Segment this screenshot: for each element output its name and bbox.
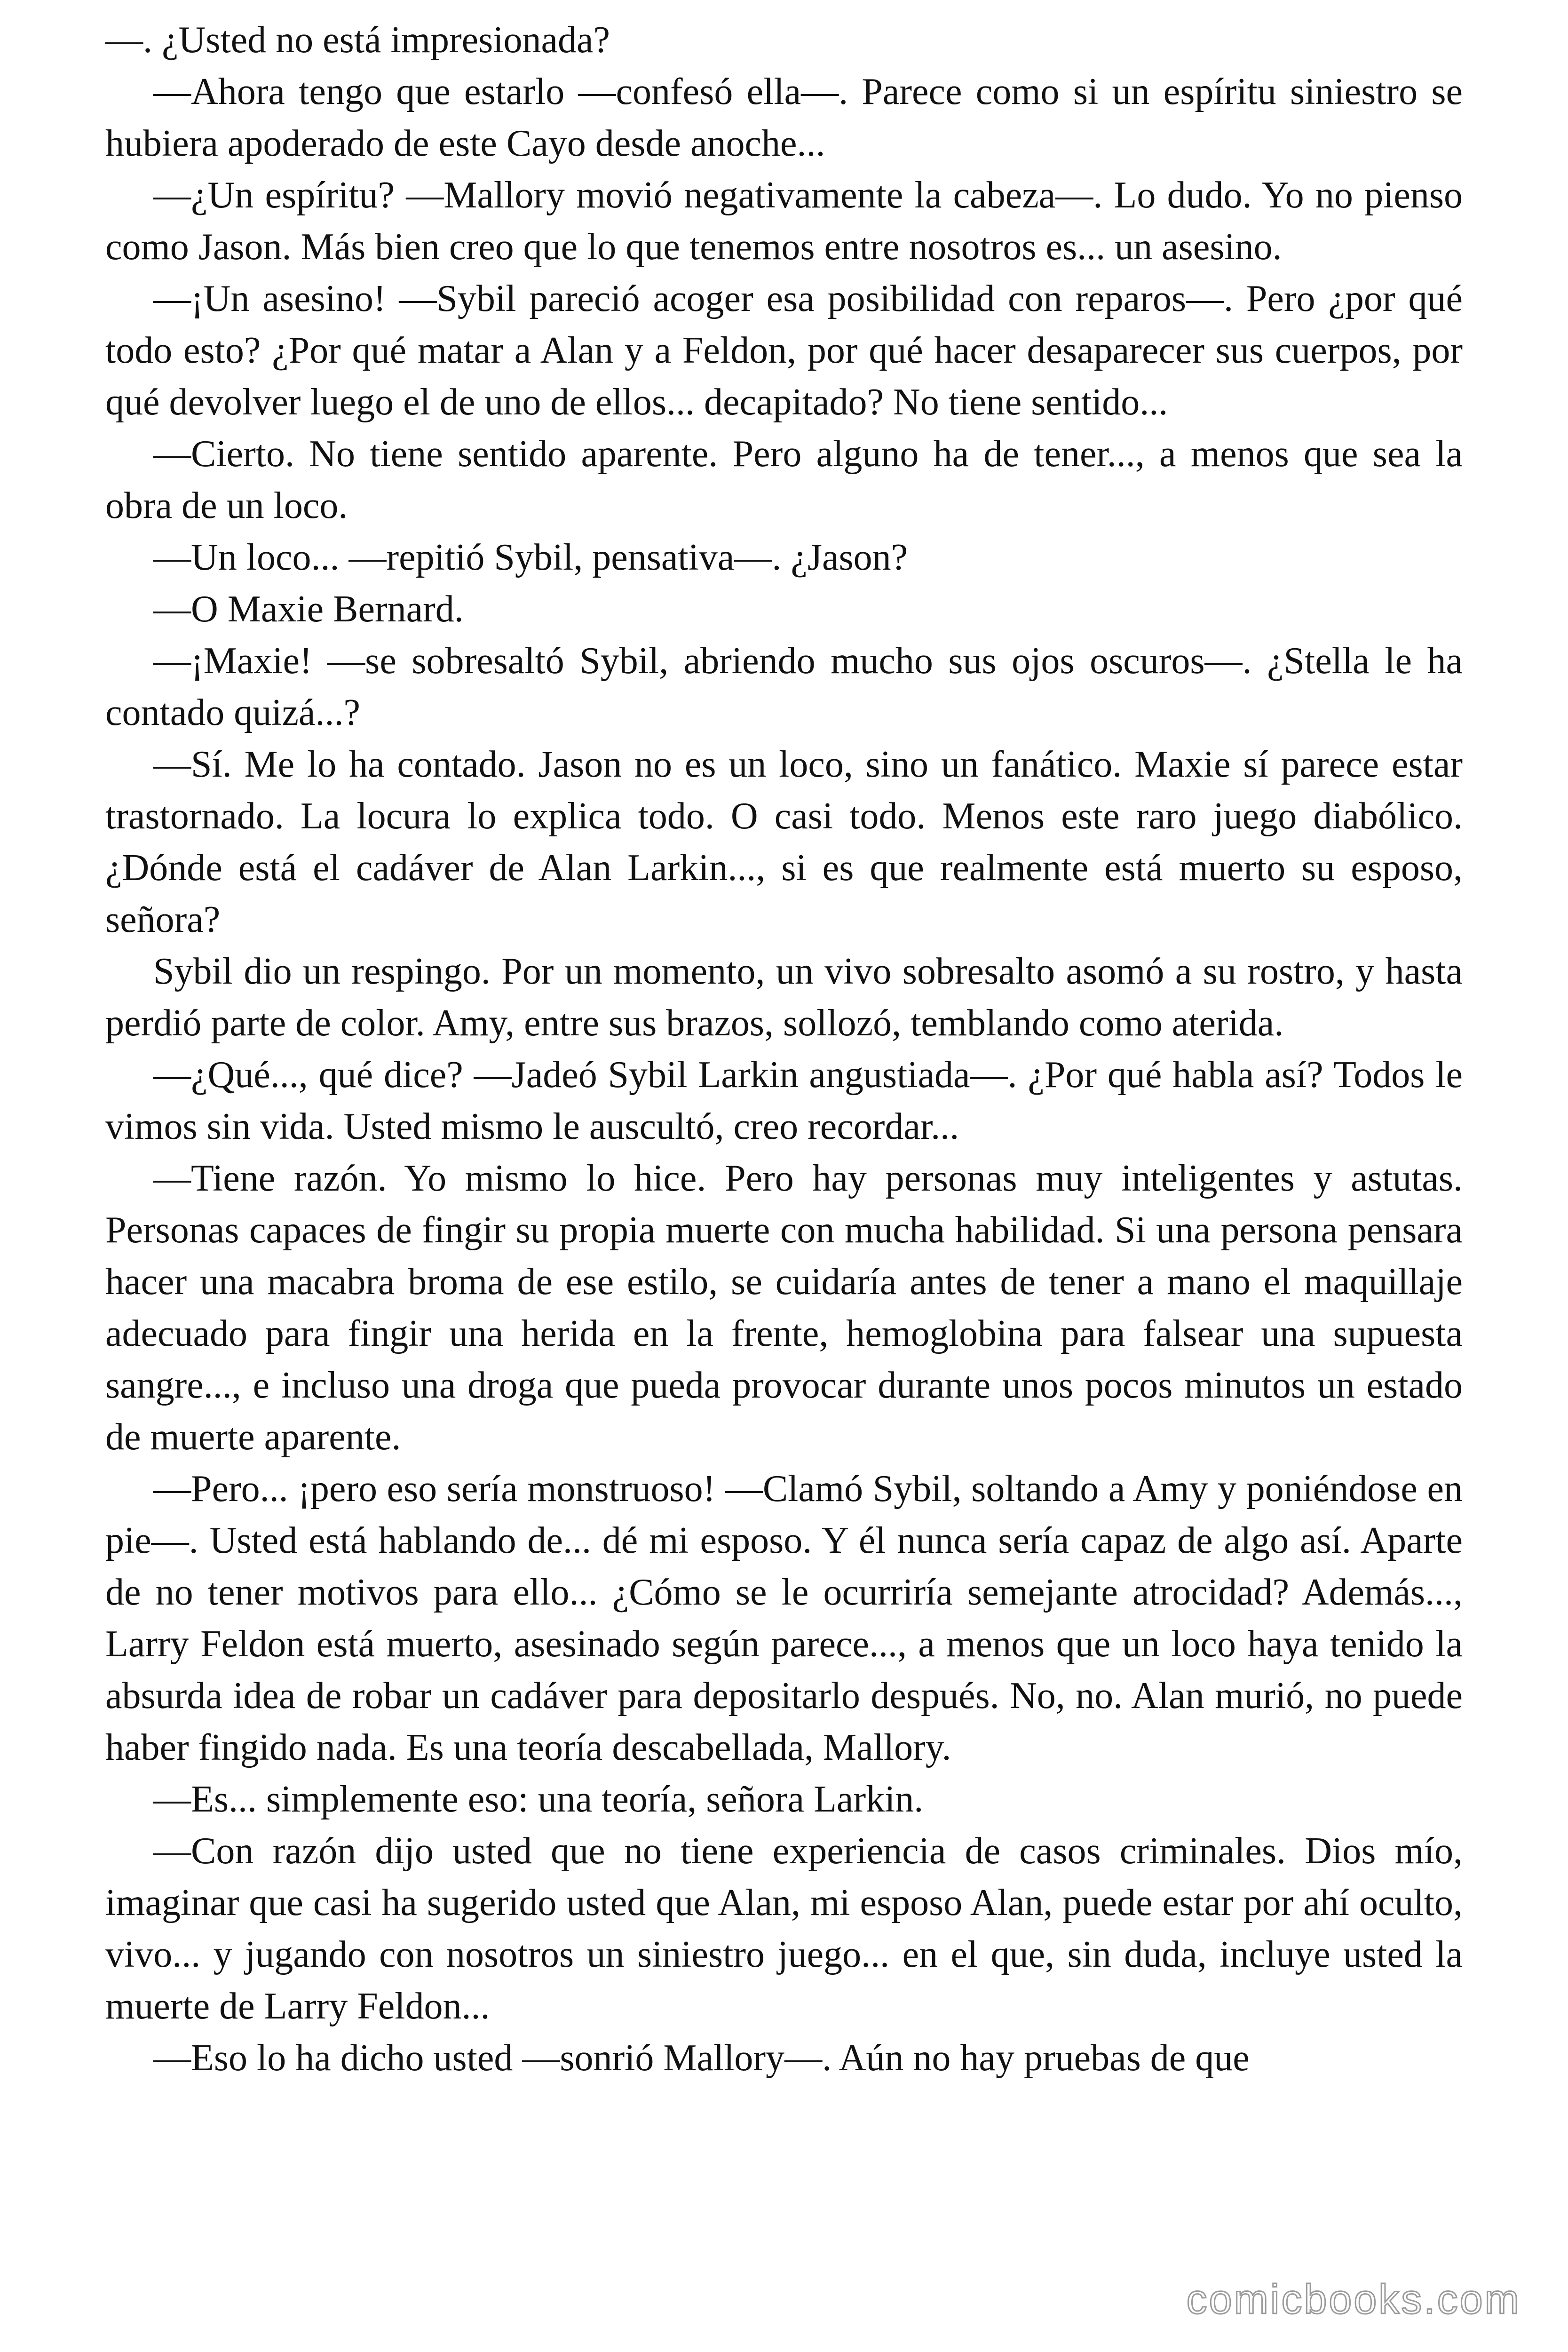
paragraph: —Eso lo ha dicho usted —sonrió Mallory—. Aún no hay pruebas de que [153, 2037, 1250, 2079]
paragraph: —Con razón dijo usted que no tiene experiencia de casos criminales. Dios mío, imaginar que casi ha sugerido usted que Alan, mi esposo Alan, puede estar por ahí oculto, vivo... y jugando con nosotros un siniestro juego... en el que, sin duda, incluye usted la muerte de Larry Feldon... [105, 1830, 1463, 2027]
paragraph: —Es... simplemente eso: una teoría, señora Larkin. [153, 1779, 924, 1820]
paragraph: —Sí. Me lo ha contado. Jason no es un loco, sino un fanático. Maxie sí parece estar trastornado. La locura lo explica todo. O casi todo. Menos este raro juego diabólico. ¿Dónde está el cadáver de Alan Larkin..., si es que realmente está muerto su esposo, señora? [105, 744, 1463, 940]
paragraph: —. ¿Usted no está impresionada? [105, 19, 610, 61]
paragraph: —Ahora tengo que estarlo —confesó ella—. Parece como si un espíritu siniestro se hubiera apoderado de este Cayo desde anoche... [105, 71, 1463, 164]
paragraph: —Cierto. No tiene sentido aparente. Pero alguno ha de tener..., a menos que sea la obra de un loco. [105, 433, 1463, 526]
paragraph: —¡Maxie! —se sobresaltó Sybil, abriendo mucho sus ojos oscuros—. ¿Stella le ha contado quizá...? [105, 640, 1463, 733]
paragraph: —Pero... ¡pero eso sería monstruoso! —Clamó Sybil, soltando a Amy y poniéndose en pie—. Usted está hablando de... dé mi esposo. Y él nunca sería capaz de algo así. Aparte de no tener motivos para ello... ¿Cómo se le ocurriría semejante atrocidad? Además..., Larry Feldon está muerto, asesinado según parece..., a menos que un loco haya tenido la absurda idea de robar un cadáver para depositarlo después. No, no. Alan murió, no puede haber fingido nada. Es una teoría descabellada, Mallory. [105, 1468, 1463, 1768]
paragraph: Sybil dio un respingo. Por un momento, un vivo sobresalto asomó a su rostro, y hasta perdió parte de color. Amy, entre sus brazos, sollozó, temblando como aterida. [105, 951, 1463, 1044]
body-text [105, 14, 1463, 2084]
paragraph: —¿Un espíritu? —Mallory movió negativamente la cabeza—. Lo dudo. Yo no pienso como Jason. Más bien creo que lo que tenemos entre nosotros es... un asesino. [105, 175, 1463, 268]
paragraph: —Un loco... —repitió Sybil, pensativa—. ¿Jason? [153, 537, 908, 578]
paragraph: —¡Un asesino! —Sybil pareció acoger esa posibilidad con reparos—. Pero ¿por qué todo esto? ¿Por qué matar a Alan y a Feldon, por qué hacer desaparecer sus cuerpos, por qué devolver luego el de uno de ellos... decapitado? No tiene sentido... [105, 278, 1463, 423]
paragraph: —¿Qué..., qué dice? —Jadeó Sybil Larkin angustiada—. ¿Por qué habla así? Todos le vimos sin vida. Usted mismo le auscultó, creo recordar... [105, 1054, 1463, 1147]
paragraph: —Tiene razón. Yo mismo lo hice. Pero hay personas muy inteligentes y astutas. Personas capaces de fingir su propia muerte con mucha habilidad. Si una persona pensara hacer una macabra broma de ese estilo, se cuidaría antes de tener a mano el maquillaje adecuado para fingir una herida en la frente, hemoglobina para falsear una supuesta sangre..., e incluso una droga que pueda provocar durante unos pocos minutos un estado de muerte aparente. [105, 1158, 1463, 1458]
paragraph: —O Maxie Bernard. [153, 588, 464, 630]
watermark: comicbooks.com [1186, 2276, 1521, 2322]
